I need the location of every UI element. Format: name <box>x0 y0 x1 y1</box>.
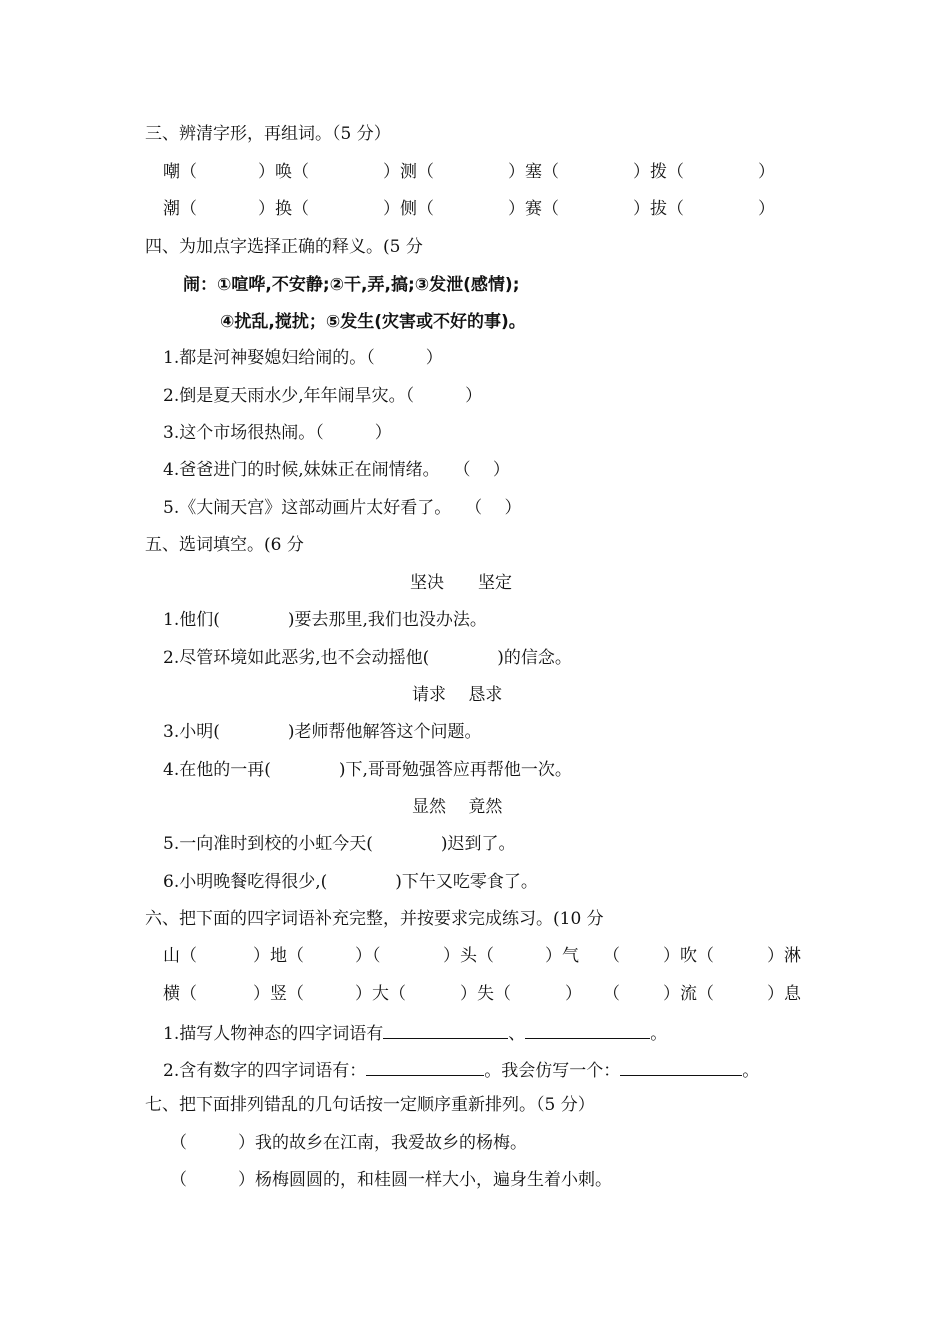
question-item: 4.爸爸进门的时候,妹妹正在闹情绪。 （ ） <box>163 460 510 480</box>
word-choice-pair: 坚决 坚定 <box>410 573 512 593</box>
idiom-cell: ）淋 <box>767 946 801 966</box>
idiom-cell: （ <box>603 946 620 966</box>
period-text: 。 <box>742 1061 760 1081</box>
sentence-item: （ ）我的故乡在江南，我爱故乡的杨梅。 <box>170 1133 527 1153</box>
idiom-cell: ） <box>565 984 582 1004</box>
idiom-cell: （ <box>603 984 620 1004</box>
question-item: 6.小明晚餐吃得很少,( )下午又吃零食了。 <box>163 872 538 892</box>
char-cell: ）测（ <box>383 162 434 182</box>
idiom-cell: ）气 <box>545 946 579 966</box>
char-cell: ）拔（ <box>633 199 684 219</box>
char-cell: ）侧（ <box>383 199 434 219</box>
fill-question-1 <box>163 1020 667 1045</box>
sentence-item: （ ）杨梅圆圆的，和桂圆一样大小，遍身生着小刺。 <box>170 1170 612 1190</box>
answer-blank[interactable] <box>620 1057 742 1076</box>
idiom-cell: 横（ <box>163 984 197 1004</box>
question-item: 1.都是河神娶媳妇给闹的。（ ） <box>163 348 443 368</box>
word-choice-pair: 请求 恳求 <box>412 685 503 705</box>
idiom-cell: ）地（ <box>253 946 304 966</box>
idiom-cell: ）大（ <box>355 984 406 1004</box>
idiom-cell: 山（ <box>163 946 197 966</box>
char-cell: ）唤（ <box>258 162 309 182</box>
question-text-2: 。我会仿写一个： <box>484 1061 621 1081</box>
question-item: 1.他们( )要去那里,我们也没办法。 <box>163 610 487 630</box>
definition-line-1: 闹：①喧哗,不安静;②干,弄,搞;③发泄(感情); <box>183 275 520 295</box>
question-item: 4.在他的一再( )下,哥哥勉强答应再帮他一次。 <box>163 760 572 780</box>
idiom-cell: ）流（ <box>663 984 714 1004</box>
section-5-title: 五、选词填空。(6 分 <box>145 535 304 555</box>
question-item: 3.小明( )老师帮他解答这个问题。 <box>163 722 482 742</box>
char-cell: ）塞（ <box>508 162 559 182</box>
idiom-cell: ）吹（ <box>663 946 714 966</box>
section-7-title: 七、把下面排列错乱的几句话按一定顺序重新排列。（5 分） <box>145 1095 595 1115</box>
char-cell: ） <box>758 199 775 219</box>
period-text: 。 <box>650 1024 668 1044</box>
char-cell: 嘲（ <box>163 162 197 182</box>
answer-blank[interactable] <box>383 1020 508 1039</box>
definition-line-2: ④扰乱,搅扰；⑤发生(灾害或不好的事)。 <box>220 312 526 332</box>
question-text: 1.描写人物神态的四字词语有 <box>163 1024 384 1044</box>
question-item: 5.《大闹天宫》这部动画片太好看了。 （ ） <box>163 498 522 518</box>
section-6-title: 六、把下面的四字词语补充完整，并按要求完成练习。(10 分 <box>145 909 604 929</box>
fill-question-2 <box>163 1057 759 1082</box>
char-cell: ）拨（ <box>633 162 684 182</box>
word-choice-pair: 显然 竟然 <box>412 797 503 817</box>
question-item: 2.尽管环境如此恶劣,也不会动摇他( )的信念。 <box>163 648 572 668</box>
idiom-cell: ）（ <box>355 946 381 966</box>
answer-blank[interactable] <box>366 1057 484 1076</box>
idiom-cell: ）息 <box>767 984 801 1004</box>
idiom-cell: ）头（ <box>443 946 494 966</box>
idiom-cell: ）竖（ <box>253 984 304 1004</box>
separator-text: 、 <box>508 1024 526 1044</box>
section-3-title: 三、辨清字形，再组词。（5 分） <box>145 124 391 144</box>
question-item: 3.这个市场很热闹。（ ） <box>163 423 392 443</box>
question-item: 2.倒是夏天雨水少,年年闹旱灾。（ ） <box>163 386 483 406</box>
idiom-cell: ）失（ <box>460 984 511 1004</box>
char-cell: 潮（ <box>163 199 197 219</box>
section-4-title: 四、为加点字选择正确的释义。(5 分 <box>145 237 423 257</box>
char-cell: ）赛（ <box>508 199 559 219</box>
question-item: 5.一向准时到校的小虹今天( )迟到了。 <box>163 834 516 854</box>
answer-blank[interactable] <box>525 1020 650 1039</box>
char-cell: ） <box>758 162 775 182</box>
question-text: 2.含有数字的四字词语有： <box>163 1061 367 1081</box>
char-cell: ）换（ <box>258 199 309 219</box>
